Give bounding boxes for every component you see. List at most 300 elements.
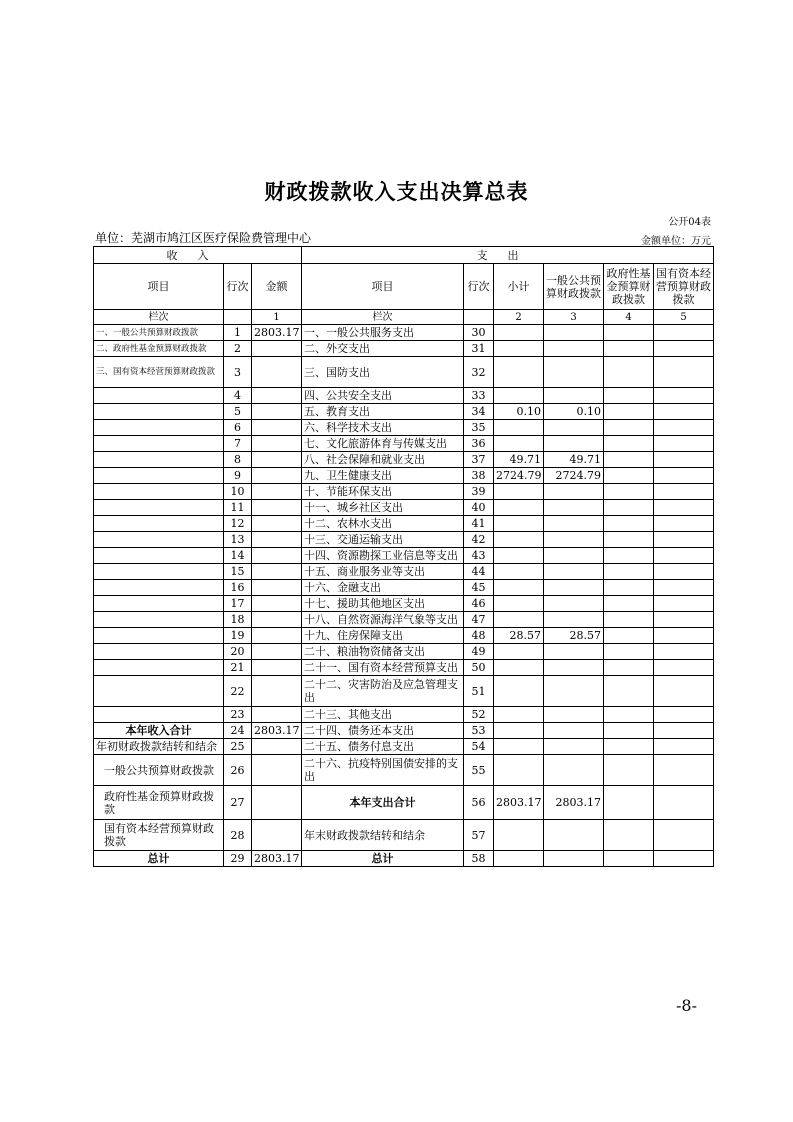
cell-state [654,404,714,420]
cell-in-row: 28 [224,820,252,851]
cell-in-item: 二、政府性基金预算财政拨款 [94,341,224,357]
cell-gen [544,723,604,739]
cell-in-item [94,468,224,484]
cell-out-row: 51 [464,676,494,707]
cell-out-item: 十七、援助其他地区支出 [302,596,464,612]
cell-gen [544,580,604,596]
table-row [94,644,714,660]
cell-state [654,532,714,548]
cell-in-item: 本年收入合计 [94,723,224,739]
table-row [94,468,714,484]
table-row [94,357,714,388]
cell-sub [494,851,544,867]
cell-in-item [94,532,224,548]
cell-in-amt [252,452,302,468]
cell-fund [604,500,654,516]
cell-out-row: 47 [464,612,494,628]
cell-gen [544,548,604,564]
table-row [94,484,714,500]
cell-in-row: 5 [224,404,252,420]
cell-gen: 2724.79 [544,468,604,484]
cell-in-amt [252,596,302,612]
cell-in-amt [252,580,302,596]
cell-out-row: 43 [464,548,494,564]
cell-in-amt [252,468,302,484]
cell-gen [544,516,604,532]
cell-fund [604,707,654,723]
cell-in-row: 10 [224,484,252,500]
cell-out-item: 一、一般公共服务支出 [302,325,464,341]
cell-fund [604,676,654,707]
cell-in-item [94,388,224,404]
cell-state [654,707,714,723]
table-row [94,325,714,341]
cell-in-amt [252,484,302,500]
cell-in-item: 一般公共预算财政拨款 [94,755,224,786]
cell-fund [604,420,654,436]
cell-sub [494,548,544,564]
cell-gen [544,707,604,723]
cell-in-row: 18 [224,612,252,628]
cell-out-row: 52 [464,707,494,723]
cell-in-amt [252,357,302,388]
cell-state [654,723,714,739]
cell-sub [494,532,544,548]
cell-gen [544,660,604,676]
cell-out-item: 总计 [302,851,464,867]
cell-in-row: 6 [224,420,252,436]
cell-in-amt [252,628,302,644]
cell-out-item: 二十一、国有资本经营预算支出 [302,660,464,676]
cell-out-item: 十一、城乡社区支出 [302,500,464,516]
col-general: 一般公共预算财政拨款 [544,264,604,310]
cell-fund [604,660,654,676]
cell-out-row: 30 [464,325,494,341]
cell-in-item [94,580,224,596]
form-number: 公开04表 [668,217,711,228]
cell-out-item: 二十三、其他支出 [302,707,464,723]
cell-in-amt [252,532,302,548]
table-row [94,739,714,755]
cell-fund [604,755,654,786]
cell-out-item: 十六、金融支出 [302,580,464,596]
cell-in-amt [252,676,302,707]
cell-sub [494,820,544,851]
cell-fund [604,548,654,564]
cell-out-row: 49 [464,644,494,660]
cell-sub [494,420,544,436]
cell-in-amt [252,341,302,357]
cell-in-row: 22 [224,676,252,707]
cell-fund [604,723,654,739]
cell-state [654,436,714,452]
cell-gen: 49.71 [544,452,604,468]
cell-gen [544,612,604,628]
cell-sub: 0.10 [494,404,544,420]
col-item2: 项目 [302,264,464,310]
cell-gen: 2803.17 [544,786,604,820]
cell-state [654,612,714,628]
cell-sub [494,580,544,596]
cell-in-row: 4 [224,388,252,404]
cell-in-item [94,612,224,628]
cell-sub [494,500,544,516]
cell-in-amt [252,612,302,628]
cell-out-row: 41 [464,516,494,532]
cell-in-row: 29 [224,851,252,867]
cell-fund [604,484,654,500]
table-row [94,341,714,357]
cell-sub [494,596,544,612]
cell-fund [604,516,654,532]
cell-in-row: 19 [224,628,252,644]
cell-out-row: 48 [464,628,494,644]
cell-sub: 2803.17 [494,786,544,820]
table-row [94,851,714,867]
cell-out-item: 九、卫生健康支出 [302,468,464,484]
cell-in-amt [252,707,302,723]
cell-sub [494,755,544,786]
cell-out-row: 40 [464,500,494,516]
table-row [94,452,714,468]
col-num-1: 1 [252,310,302,325]
cell-out-item: 五、教育支出 [302,404,464,420]
cell-out-item: 七、文化旅游体育与传媒支出 [302,436,464,452]
cell-in-item [94,660,224,676]
cell-out-item: 二十、粮油物资储备支出 [302,644,464,660]
cell-in-item [94,500,224,516]
cell-in-row: 12 [224,516,252,532]
cell-out-item: 十五、商业服务业等支出 [302,564,464,580]
cell-in-item: 政府性基金预算财政拨款 [94,786,224,820]
cell-state [654,516,714,532]
cell-fund [604,357,654,388]
cell-out-item: 二、外交支出 [302,341,464,357]
cell-state [654,420,714,436]
cell-gen [544,564,604,580]
cell-out-item: 十三、交通运输支出 [302,532,464,548]
table-row [94,612,714,628]
col-row: 行次 [224,264,252,310]
table-row [94,532,714,548]
cell-state [654,357,714,388]
cell-in-row: 8 [224,452,252,468]
cell-fund [604,596,654,612]
cell-out-item: 六、科学技术支出 [302,420,464,436]
cell-in-amt [252,644,302,660]
cell-sub: 49.71 [494,452,544,468]
budget-table [93,246,714,867]
cell-in-amt [252,564,302,580]
col-label-left: 栏次 [94,310,224,325]
cell-in-item [94,420,224,436]
cell-gen [544,357,604,388]
cell-sub [494,484,544,500]
cell-out-row: 57 [464,820,494,851]
cell-in-row: 14 [224,548,252,564]
cell-out-item: 十四、资源勘探工业信息等支出 [302,548,464,564]
cell-sub [494,676,544,707]
cell-out-item: 二十六、抗疫特别国债安排的支出 [302,755,464,786]
cell-in-row: 11 [224,500,252,516]
cell-gen: 28.57 [544,628,604,644]
cell-out-row: 34 [464,404,494,420]
cell-in-amt [252,420,302,436]
col-subtotal: 小计 [494,264,544,310]
cell-state [654,468,714,484]
col-label-right: 栏次 [302,310,464,325]
cell-sub [494,357,544,388]
cell-in-amt [252,404,302,420]
cell-out-item: 二十五、债务付息支出 [302,739,464,755]
cell-gen [544,755,604,786]
table-row [94,596,714,612]
cell-in-row: 1 [224,325,252,341]
cell-out-item: 四、公共安全支出 [302,388,464,404]
cell-in-row: 2 [224,341,252,357]
cell-out-row: 38 [464,468,494,484]
col-state: 国有资本经营预算财政拨款 [654,264,714,310]
cell-out-item: 二十二、灾害防治及应急管理支出 [302,676,464,707]
col-num-2: 2 [494,310,544,325]
cell-sub [494,436,544,452]
table-row [94,436,714,452]
cell-in-row: 20 [224,644,252,660]
cell-gen [544,484,604,500]
income-header: 收入 [94,247,302,264]
cell-in-amt [252,516,302,532]
cell-in-item: 总计 [94,851,224,867]
table-row [94,660,714,676]
cell-sub [494,564,544,580]
cell-in-amt [252,436,302,452]
col-fund: 政府性基金预算财政拨款 [604,264,654,310]
cell-out-row: 50 [464,660,494,676]
cell-fund [604,564,654,580]
cell-out-item: 本年支出合计 [302,786,464,820]
cell-out-row: 33 [464,388,494,404]
cell-out-row: 42 [464,532,494,548]
cell-in-amt [252,739,302,755]
col-amount: 金额 [252,264,302,310]
cell-in-item [94,676,224,707]
cell-state [654,820,714,851]
cell-fund [604,468,654,484]
cell-state [654,548,714,564]
cell-gen [544,596,604,612]
cell-out-row: 56 [464,786,494,820]
cell-sub [494,707,544,723]
expense-header: 支出 [302,247,714,264]
cell-state [654,660,714,676]
col-num-3: 3 [544,310,604,325]
cell-fund [604,404,654,420]
cell-out-row: 58 [464,851,494,867]
cell-in-row: 3 [224,357,252,388]
table-row [94,628,714,644]
cell-gen [544,500,604,516]
cell-in-row: 25 [224,739,252,755]
cell-gen [544,739,604,755]
cell-state [654,628,714,644]
cell-in-item [94,596,224,612]
cell-in-item: 一、一般公共预算财政拨款 [94,325,224,341]
cell-in-item [94,548,224,564]
cell-gen [544,420,604,436]
cell-out-row: 39 [464,484,494,500]
cell-in-item [94,452,224,468]
cell-out-item: 十九、住房保障支出 [302,628,464,644]
cell-in-amt [252,755,302,786]
cell-sub: 2724.79 [494,468,544,484]
cell-sub [494,516,544,532]
cell-in-row: 7 [224,436,252,452]
cell-out-item: 十二、农林水支出 [302,516,464,532]
cell-state [654,388,714,404]
cell-state [654,755,714,786]
table-row [94,564,714,580]
cell-out-item: 二十四、债务还本支出 [302,723,464,739]
cell-fund [604,452,654,468]
cell-out-row: 31 [464,341,494,357]
cell-gen [544,820,604,851]
cell-sub [494,660,544,676]
cell-state [654,452,714,468]
cell-fund [604,612,654,628]
col-row2: 行次 [464,264,494,310]
cell-in-row: 9 [224,468,252,484]
cell-out-row: 32 [464,357,494,388]
cell-gen [544,532,604,548]
cell-sub [494,612,544,628]
cell-in-row: 23 [224,707,252,723]
cell-in-item [94,516,224,532]
cell-gen: 0.10 [544,404,604,420]
cell-gen [544,851,604,867]
cell-out-row: 55 [464,755,494,786]
cell-out-item: 十、节能环保支出 [302,484,464,500]
table-row [94,404,714,420]
cell-in-item [94,436,224,452]
table-row [94,707,714,723]
cell-in-amt [252,548,302,564]
cell-in-amt: 2803.17 [252,851,302,867]
amount-unit: 金额单位：万元 [641,236,711,247]
cell-out-row: 36 [464,436,494,452]
cell-out-row: 35 [464,420,494,436]
cell-fund [604,786,654,820]
page-title: 财政拨款收入支出决算总表 [264,180,529,204]
reporting-unit: 单位：芜湖市鸠江区医疗保险费管理中心 [95,231,312,245]
cell-sub [494,723,544,739]
col-item: 项目 [94,264,224,310]
table-row [94,820,714,851]
cell-state [654,644,714,660]
cell-in-item: 国有资本经营预算财政拨款 [94,820,224,851]
cell-state [654,786,714,820]
table-row [94,723,714,739]
cell-fund [604,532,654,548]
cell-in-row: 15 [224,564,252,580]
cell-in-amt [252,388,302,404]
cell-out-row: 44 [464,564,494,580]
table-row [94,786,714,820]
cell-fund [604,628,654,644]
col-num-4: 4 [604,310,654,325]
cell-fund [604,341,654,357]
cell-out-row: 46 [464,596,494,612]
cell-in-row: 17 [224,596,252,612]
table-row [94,516,714,532]
page-number: -8- [676,996,697,1015]
cell-in-item [94,628,224,644]
cell-in-row: 21 [224,660,252,676]
cell-in-amt [252,820,302,851]
cell-state [654,341,714,357]
cell-in-row: 24 [224,723,252,739]
cell-in-item: 年初财政拨款结转和结余 [94,739,224,755]
cell-out-row: 53 [464,723,494,739]
cell-fund [604,325,654,341]
cell-in-row: 27 [224,786,252,820]
cell-in-item [94,644,224,660]
cell-in-row: 26 [224,755,252,786]
cell-sub: 28.57 [494,628,544,644]
cell-in-row: 13 [224,532,252,548]
cell-state [654,325,714,341]
col-num-5: 5 [654,310,714,325]
cell-fund [604,820,654,851]
cell-gen [544,325,604,341]
cell-sub [494,325,544,341]
cell-out-item: 八、社会保障和就业支出 [302,452,464,468]
table-row [94,420,714,436]
cell-sub [494,644,544,660]
cell-in-item: 三、国有资本经营预算财政拨款 [94,357,224,388]
cell-in-item [94,707,224,723]
cell-in-item [94,404,224,420]
table-row [94,676,714,707]
cell-out-row: 37 [464,452,494,468]
cell-state [654,500,714,516]
table-row [94,500,714,516]
cell-state [654,739,714,755]
cell-fund [604,739,654,755]
cell-fund [604,388,654,404]
cell-in-amt [252,500,302,516]
cell-gen [544,676,604,707]
cell-out-item: 十八、自然资源海洋气象等支出 [302,612,464,628]
cell-out-row: 54 [464,739,494,755]
cell-sub [494,341,544,357]
cell-fund [604,580,654,596]
cell-in-amt: 2803.17 [252,723,302,739]
cell-gen [544,388,604,404]
cell-gen [544,644,604,660]
cell-in-amt: 2803.17 [252,325,302,341]
cell-state [654,596,714,612]
table-row [94,548,714,564]
cell-fund [604,851,654,867]
cell-fund [604,436,654,452]
cell-fund [604,644,654,660]
cell-gen [544,341,604,357]
cell-state [654,676,714,707]
cell-state [654,484,714,500]
table-row [94,755,714,786]
cell-out-item: 年末财政拨款结转和结余 [302,820,464,851]
cell-state [654,564,714,580]
